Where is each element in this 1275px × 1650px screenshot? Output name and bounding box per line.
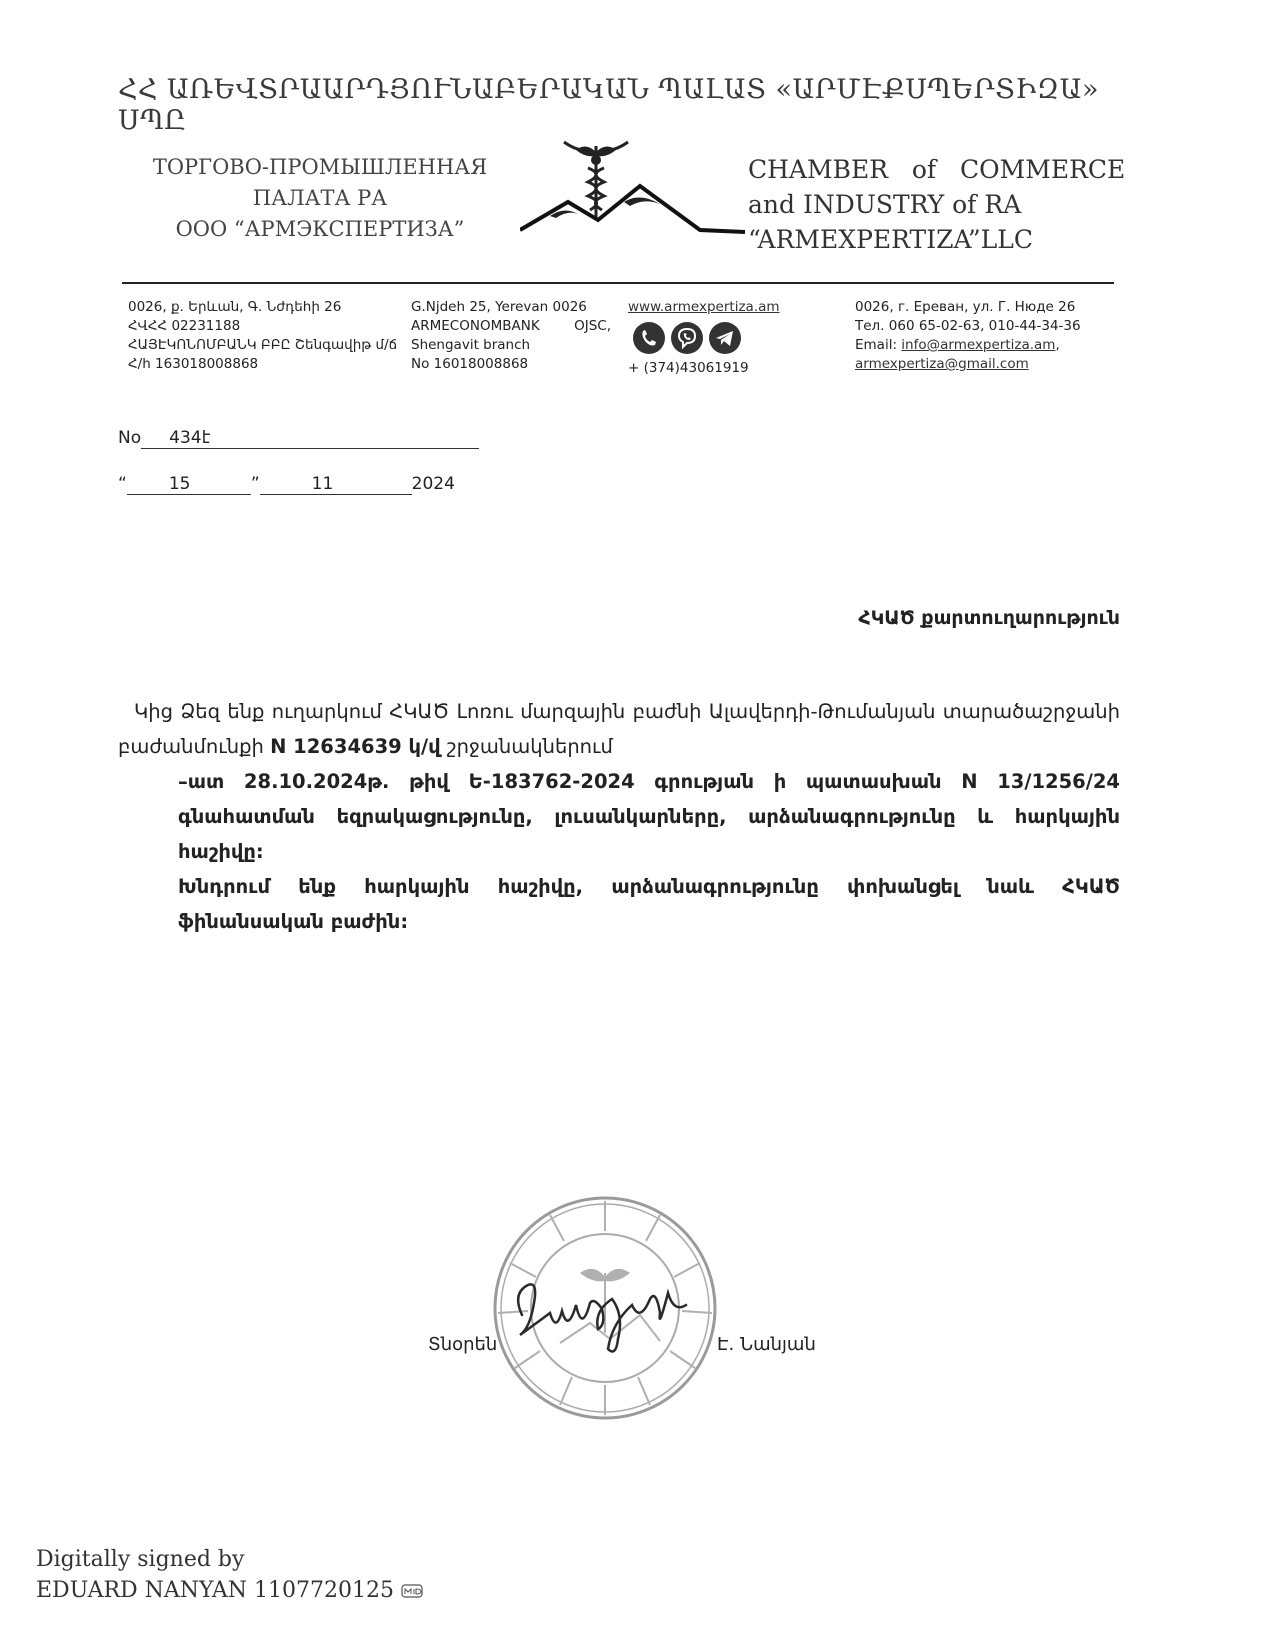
official-stamp-icon <box>490 1193 720 1423</box>
contact-web <box>628 298 798 378</box>
header-divider <box>122 282 1114 284</box>
contact-english <box>411 298 611 374</box>
reference-date <box>118 474 455 495</box>
case-number: N 12634639 կ/վ <box>270 735 441 758</box>
date-quote-close: ” <box>250 474 260 494</box>
date-year: 2024 <box>411 474 455 494</box>
body-paragraph-1 <box>118 694 1120 764</box>
digital-signature-note <box>36 1544 423 1606</box>
organization-name-english <box>748 152 1126 257</box>
body-paragraph-1-text: Կից Ձեզ ենք ուղարկում ՀԿԱԾ Լոռու մարզային բաժնի Ալավերդի-Թումանյան տարածաշրջանի բաժանմունքի <box>118 700 1120 758</box>
en-line-1: CHAMBER of COMMERCE <box>748 155 1126 184</box>
contact-address-ru: 0026, г. Ереван, ул. Г. Нюде 26 <box>855 299 1076 315</box>
email-link-info[interactable]: info@armexpertiza.am <box>901 337 1056 353</box>
contact-phone: + (374)43061919 <box>628 360 749 376</box>
reference-number <box>118 428 479 449</box>
whatsapp-icon[interactable] <box>632 321 666 355</box>
body-paragraph-3: Խնդրում ենք հարկային հաշիվը, արձանագրությունը փոխանցել նաև ՀԿԱԾ ֆինանսական բաժին: <box>178 875 1120 933</box>
ru-line-3: ООО “АРМЭКСПЕРТИЗА” <box>175 217 465 241</box>
reference-no-value: 434է <box>141 428 479 449</box>
signatory-name: Է. Նանյան <box>717 1334 816 1355</box>
contact-tax-id: ՀՎՀՀ 02231188 <box>128 318 241 334</box>
organization-name-russian <box>140 152 500 245</box>
date-month: 11 <box>260 474 412 495</box>
email-label: Email: <box>855 337 902 353</box>
ru-line-1: ТОРГОВО-ПРОМЫШЛЕННАЯ <box>152 155 488 179</box>
contact-armenian <box>128 298 408 374</box>
digital-signature-line-2: EDUARD NANYAN 1107720125 <box>36 1578 394 1603</box>
email-link-gmail[interactable]: armexpertiza@gmail.com <box>855 356 1029 372</box>
contact-bank-en: ARMECONOMBANK <box>411 318 540 334</box>
viber-icon[interactable] <box>670 321 704 355</box>
body-paragraph-2: –ատ 28.10.2024թ. թիվ Ե-183762-2024 գրության ի պատասխան N 13/1256/24 գնահատման եզրակացությունը, լուսանկարները, արձանագրությունը և հարկային հաշիվը: <box>178 770 1120 863</box>
mid-badge-icon <box>401 1584 423 1598</box>
reference-no-label: No <box>118 428 142 448</box>
date-quote-open: “ <box>118 474 127 494</box>
contact-account-en: No 16018008868 <box>411 356 529 372</box>
contact-russian <box>855 298 1115 374</box>
email-separator: , <box>1055 337 1060 353</box>
ru-line-2: ПАЛАТА РА <box>252 186 388 210</box>
date-day: 15 <box>127 474 251 495</box>
body-paragraph-1-end: շրջանակներում <box>440 735 613 758</box>
contact-bank-type: OJSC, <box>574 318 611 334</box>
chamber-logo-icon <box>520 138 745 246</box>
organization-title-armenian: ՀՀ ԱՌԵՎՏՐԱԱՐԴՅՈՒՆԱԲԵՐԱԿԱՆ ՊԱԼԱՏ «ԱՐՄԷՔՍՊԵՐՏԻԶԱ» ՍՊԸ <box>118 74 1099 136</box>
telegram-icon[interactable] <box>708 321 742 355</box>
contact-address-hy: 0026, ք. Երևան, Գ. Նժդեհի 26 <box>128 299 342 315</box>
contact-address-en: G.Njdeh 25, Yerevan 0026 <box>411 299 587 315</box>
contact-account-hy: Հ/h 163018008868 <box>128 356 259 372</box>
website-link[interactable]: www.armexpertiza.am <box>628 299 780 315</box>
signatory-title: Տնօրեն <box>428 1334 498 1355</box>
digital-signature-line-1: Digitally signed by <box>36 1547 245 1572</box>
letter-addressee: ՀԿԱԾ քարտուղարություն <box>858 607 1120 629</box>
en-line-2: and INDUSTRY of RA <box>748 190 1022 219</box>
contact-phones-ru: Тел. 060 65-02-63, 010-44-34-36 <box>855 318 1081 334</box>
contact-bank-hy: ՀԱՅԷԿՈՆՈՄԲԱՆԿ ԲԲԸ Շենգավիթ մ/ճ <box>128 337 398 353</box>
en-line-3: “ARMEXPERTIZA”LLC <box>748 225 1033 254</box>
contact-branch-en: Shengavit branch <box>411 337 531 353</box>
social-icons <box>632 321 798 355</box>
